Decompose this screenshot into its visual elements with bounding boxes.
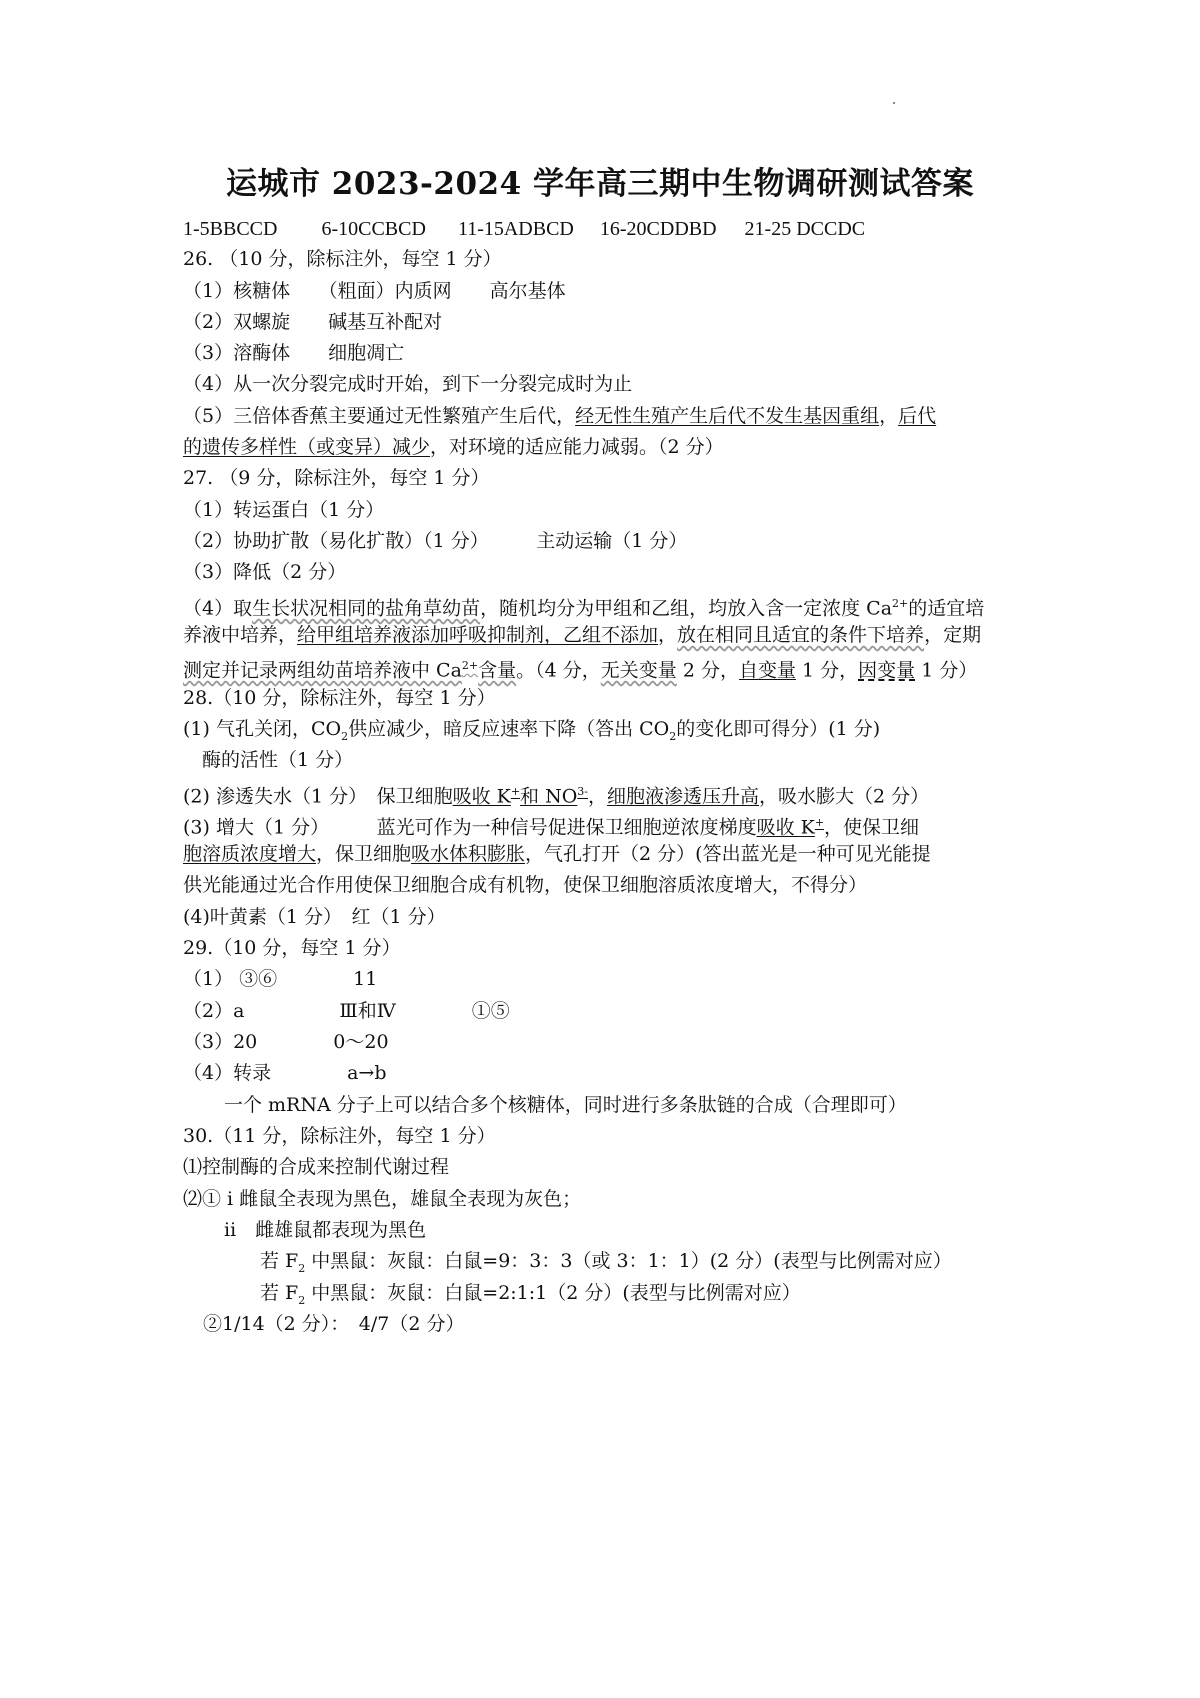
q29-answer-4-explanation: 一个 mRNA 分子上可以结合多个核糖体，同时进行多条肽链的合成（合理即可）	[205, 1094, 907, 1116]
q26-answer-2: （2）双螺旋 碱基互补配对	[183, 311, 443, 333]
q27-answer-4-cont: 养液中培养，给甲组培养液添加呼吸抑制剂，乙组不添加，放在相同且适宜的条件下培养，定期	[183, 624, 982, 646]
q29-answer-1: （1） ③⑥ 11	[183, 968, 378, 990]
choice-answers-21-25: 21-25 DCCDC	[744, 218, 866, 240]
choice-answers-11-15: 11-15ADBCD	[457, 218, 574, 240]
q30-answer-2-ratio-b: 若 $F_2$ 中黑鼠：灰鼠：白鼠=2:1:1（2 分）(表型与比例需对应）	[222, 1282, 801, 1307]
q26-answer-5-cont: 的遗传多样性（或变异）减少，对环境的适应能力减弱。（2 分）	[183, 436, 724, 458]
q30-answer-2-i: ⑵① ⅰ 雌鼠全表现为黑色，雄鼠全表现为灰色；	[183, 1188, 582, 1210]
scan-speck	[893, 102, 895, 104]
q28-answer-4: (4)叶黄素（1 分） 红（1 分）	[183, 906, 446, 928]
q27-answer-2: （2）协助扩散（易化扩散）（1 分） 主动运输（1 分）	[183, 530, 688, 552]
q29-answer-3: （3）20 0～20	[183, 1031, 389, 1053]
q28-answer-3: (3) 增大（1 分） 蓝光可作为一种信号促进保卫细胞逆浓度梯度吸收 K+，使保卫细	[183, 816, 920, 839]
q28-answer-3-cont: 胞溶质浓度增大，保卫细胞吸水体积膨胀，气孔打开（2 分）(答出蓝光是一种可见光能提	[183, 843, 931, 865]
q27-answer-3: （3）降低（2 分）	[183, 561, 347, 583]
q27-heading: 27. （9 分，除标注外，每空 1 分）	[183, 467, 490, 489]
q26-answer-3: （3）溶酶体 细胞凋亡	[183, 342, 405, 364]
q29-heading: 29.（10 分，每空 1 分）	[183, 937, 401, 959]
q27-answer-4: （4）取生长状况相同的盐角草幼苗，随机均分为甲组和乙组，均放入含一定浓度 $Ca^{2+}$的适宜培	[183, 597, 985, 620]
q28-answer-3-note: 供光能通过光合作用使保卫细胞合成有机物，使保卫细胞溶质浓度增大，不得分）	[183, 874, 868, 896]
page-title: 运城市 2023-2024 学年高三期中生物调研测试答案	[225, 166, 974, 202]
choice-answers-6-10: 6-10CCBCD	[321, 218, 426, 240]
q30-answer-2-ii: ⅱ 雌雄鼠都表现为黑色	[205, 1219, 427, 1241]
q28-heading: 28.（10 分，除标注外，每空 1 分）	[183, 687, 496, 709]
q26-answer-1: （1）核糖体 （粗面）内质网 高尔基体	[183, 280, 566, 302]
q30-answer-2-probabilities: ②1/14（2 分）： 4/7（2 分）	[203, 1313, 465, 1335]
q28-answer-1b: 酶的活性（1 分）	[183, 749, 354, 771]
q27-answer-4-scoring: 测定并记录两组幼苗培养液中 $Ca^{2+}$含量。（4 分，无关变量 2 分，自变量 1 分，因变量 1 分）	[183, 659, 978, 682]
q30-answer-2-ratio-a: 若 $F_2$ 中黑鼠：灰鼠：白鼠=9：3：3（或 3：1：1）(2 分）(表型与比例需对应）	[222, 1250, 952, 1275]
q26-answer-4: （4）从一次分裂完成时开始，到下一分裂完成时为止	[183, 373, 633, 395]
q29-answer-2: （2）a Ⅲ和Ⅳ ①⑤	[183, 1000, 510, 1022]
q27-answer-1: （1）转运蛋白（1 分）	[183, 499, 385, 521]
choice-answers-16-20: 16-20CDDBD	[599, 218, 717, 240]
q29-answer-4: （4）转录 a→b	[183, 1062, 387, 1084]
choice-answers-1-5: 1-5BBCCD	[183, 218, 278, 240]
q28-answer-1: (1) 气孔关闭，$CO_2$供应减少，暗反应速率下降（答出 $CO_2$的变化即可得分）(1 分)	[183, 718, 881, 743]
q28-answer-2: (2) 渗透失水（1 分） 保卫细胞吸收 K+和 $NO^{3-}$，细胞液渗透压升高，吸水膨大（2 分）	[183, 785, 930, 808]
q26-answer-5: （5）三倍体香蕉主要通过无性繁殖产生后代，经无性生殖产生后代不发生基因重组，后代	[183, 405, 937, 427]
q30-heading: 30.（11 分，除标注外，每空 1 分）	[183, 1125, 496, 1147]
q26-heading: 26. （10 分，除标注外，每空 1 分）	[183, 248, 502, 270]
choice-answers-row	[183, 214, 865, 244]
q30-answer-1: ⑴控制酶的合成来控制代谢过程	[183, 1156, 450, 1178]
